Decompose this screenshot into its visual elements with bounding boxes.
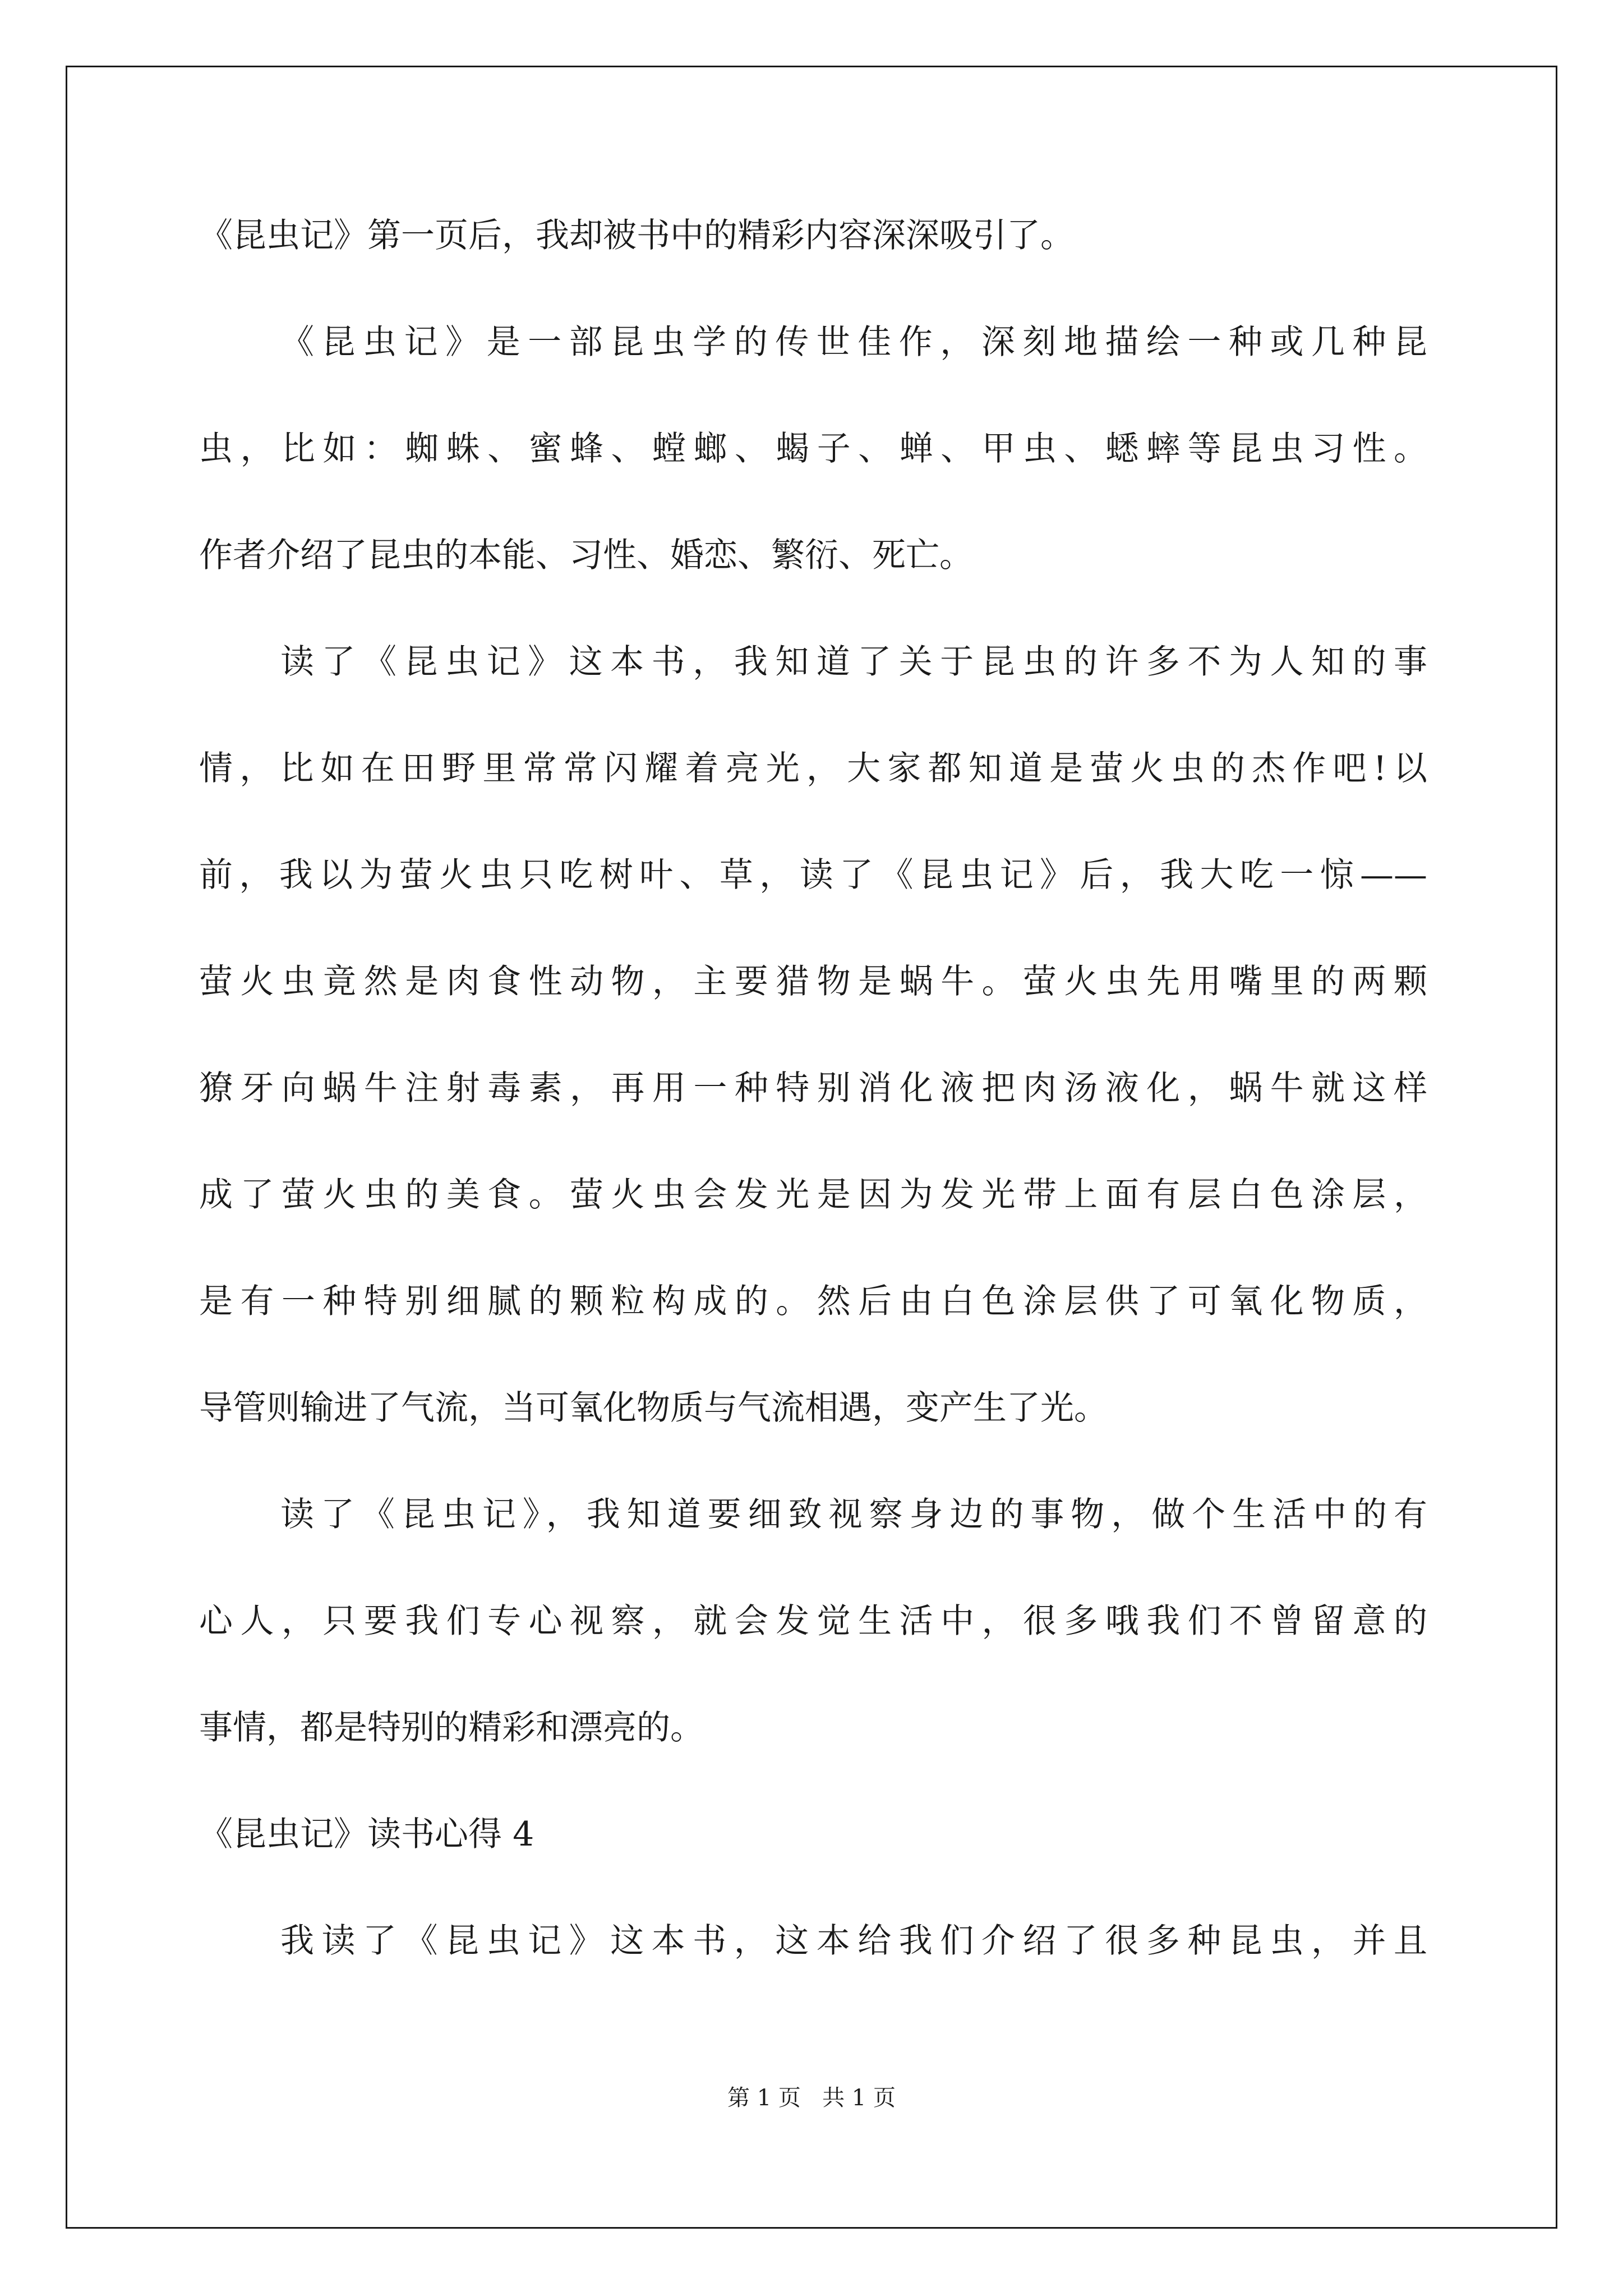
paragraph-line: 读了《昆虫记》，我知道要细致视察身边的事物，做个生活中的有: [280, 1495, 1427, 1534]
paragraph-line: 前，我以为萤火虫只吃树叶、草，读了《昆虫记》后，我大吃一惊——: [199, 855, 1427, 895]
paragraph-line: 虫，比如：蜘蛛、蜜蜂、螳螂、蝎子、蝉、甲虫、蟋蟀等昆虫习性。: [199, 429, 1427, 468]
paragraph-line: 心人，只要我们专心视察，就会发觉生活中，很多哦我们不曾留意的: [199, 1602, 1427, 1641]
paragraph-line: 《昆虫记》第一页后，我却被书中的精彩内容深深吸引了。: [199, 216, 1074, 255]
paragraph-line: 是有一种特别细腻的颗粒构成的。然后由白色涂层供了可氧化物质，: [199, 1282, 1427, 1321]
paragraph-line: 导管则输进了气流，当可氧化物质与气流相遇，变产生了光。: [199, 1388, 1108, 1428]
paragraph-line: 情，比如在田野里常常闪耀着亮光，大家都知道是萤火虫的杰作吧!以: [199, 749, 1427, 788]
paragraph-line: 成了萤火虫的美食。萤火虫会发光是因为发光带上面有层白色涂层，: [199, 1175, 1427, 1214]
page-footer: 第 1 页 共 1 页: [727, 2085, 896, 2111]
paragraph-line: 作者介绍了昆虫的本能、习性、婚恋、繁衍、死亡。: [199, 536, 973, 575]
paragraph-line: 萤火虫竟然是肉食性动物，主要猎物是蜗牛。萤火虫先用嘴里的两颗: [199, 962, 1427, 1001]
paragraph-line: 我读了《昆虫记》这本书，这本给我们介绍了很多种昆虫，并且: [280, 1921, 1427, 1961]
paragraph-line: 獠牙向蜗牛注射毒素，再用一种特别消化液把肉汤液化，蜗牛就这样: [199, 1069, 1427, 1108]
page-border: [66, 66, 1557, 2229]
section-heading: 《昆虫记》读书心得 4: [199, 1815, 534, 1854]
paragraph-line: 《昆虫记》是一部昆虫学的传世佳作，深刻地描绘一种或几种昆: [280, 323, 1427, 362]
paragraph-line: 事情，都是特别的精彩和漂亮的。: [199, 1708, 704, 1747]
paragraph-line: 读了《昆虫记》这本书，我知道了关于昆虫的许多不为人知的事: [280, 642, 1427, 682]
